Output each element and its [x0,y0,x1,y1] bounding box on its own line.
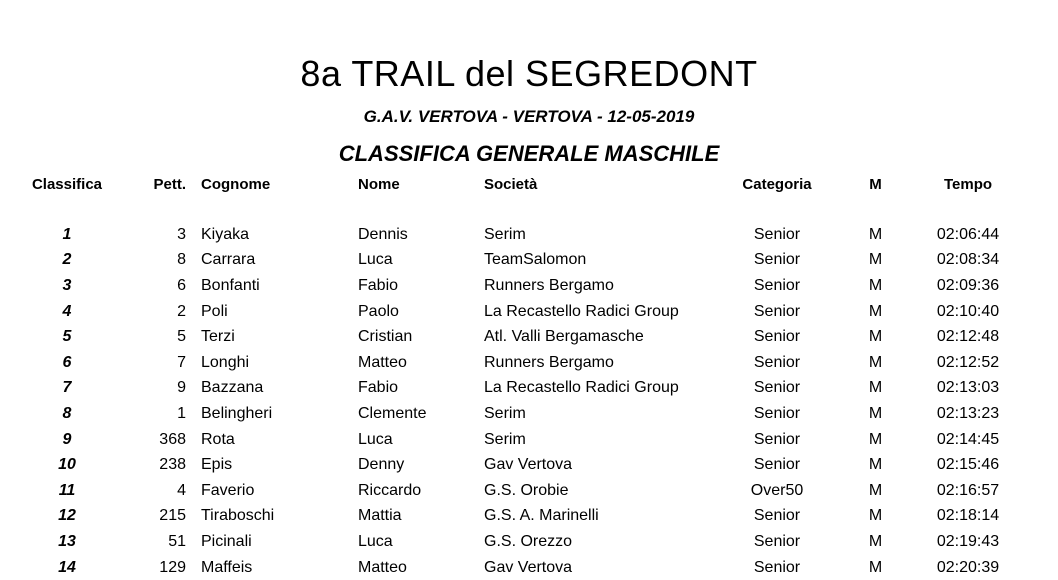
cell-nome: Cristian [358,328,413,346]
cell-tempo: 02:13:03 [936,379,1000,397]
cell-cognome: Tiraboschi [201,507,275,525]
cell-cognome: Faverio [201,481,255,499]
cell-categoria: Senior [753,404,801,422]
table-row [0,427,1033,453]
cell-societa: Serim [484,404,526,422]
cell-sesso: M [868,379,883,397]
header-societa: Società [484,175,538,193]
cell-cognome: Carrara [201,251,256,269]
cell-sesso: M [868,507,883,525]
cell-pett: 2 [177,302,186,320]
cell-categoria: Senior [753,456,801,474]
cell-pett: 368 [159,430,186,448]
cell-categoria: Senior [753,507,801,525]
cell-classifica: 9 [62,430,72,448]
cell-cognome: Bonfanti [201,276,260,294]
header-pett: Pett. [153,175,186,193]
cell-pett: 1 [177,404,186,422]
cell-societa: Runners Bergamo [484,353,614,371]
cell-sesso: M [868,430,883,448]
header-cognome: Cognome [201,175,271,193]
cell-societa: La Recastello Radici Group [484,302,679,320]
cell-sesso: M [868,456,883,474]
cell-nome: Riccardo [358,481,422,499]
cell-nome: Matteo [358,558,407,576]
header-tempo: Tempo [943,175,993,193]
cell-categoria: Senior [753,353,801,371]
table-header-row [0,170,1033,198]
header-classifica: Classifica [31,175,103,193]
cell-societa: Runners Bergamo [484,276,614,294]
cell-sesso: M [868,225,883,243]
cell-sesso: M [868,276,883,294]
cell-tempo: 02:12:52 [936,353,1000,371]
cell-classifica: 1 [62,225,72,243]
cell-societa: TeamSalomon [484,251,587,269]
cell-cognome: Poli [201,302,228,320]
cell-sesso: M [868,558,883,576]
cell-societa: La Recastello Radici Group [484,379,679,397]
cell-societa: G.S. Orezzo [484,532,573,550]
table-row [0,350,1033,376]
table-row [0,529,1033,555]
cell-sesso: M [868,353,883,371]
cell-pett: 215 [159,507,186,525]
cell-cognome: Maffeis [201,558,253,576]
cell-classifica: 4 [62,302,72,320]
cell-classifica: 13 [58,532,76,550]
cell-pett: 9 [177,379,186,397]
table-row [0,299,1033,325]
cell-tempo: 02:18:14 [936,507,1000,525]
cell-pett: 129 [159,558,186,576]
cell-categoria: Senior [753,328,801,346]
cell-nome: Matteo [358,353,407,371]
cell-societa: Atl. Valli Bergamasche [484,328,644,346]
cell-pett: 5 [177,328,186,346]
cell-sesso: M [868,251,883,269]
cell-categoria: Senior [753,558,801,576]
cell-classifica: 7 [62,379,72,397]
cell-tempo: 02:09:36 [936,276,1000,294]
cell-nome: Dennis [358,225,408,243]
cell-nome: Paolo [358,302,399,320]
table-row [0,324,1033,350]
cell-classifica: 10 [58,456,76,474]
header-nome: Nome [358,175,400,193]
cell-sesso: M [868,328,883,346]
cell-cognome: Bazzana [201,379,264,397]
results-heading: CLASSIFICA GENERALE MASCHILE [338,141,720,166]
cell-classifica: 12 [58,507,76,525]
cell-tempo: 02:16:57 [936,481,1000,499]
cell-nome: Luca [358,532,393,550]
cell-pett: 238 [159,456,186,474]
cell-classifica: 2 [62,251,72,269]
cell-societa: G.S. A. Marinelli [484,507,599,525]
cell-categoria: Senior [753,532,801,550]
results-table [0,170,1033,580]
cell-societa: Serim [484,225,526,243]
cell-pett: 8 [177,251,186,269]
cell-tempo: 02:12:48 [936,328,1000,346]
cell-pett: 4 [177,481,186,499]
cell-societa: Serim [484,430,526,448]
cell-classifica: 8 [62,404,72,422]
cell-tempo: 02:10:40 [936,302,1000,320]
document-title: 8a TRAIL del SEGREDONT [300,53,758,94]
cell-pett: 6 [177,276,186,294]
cell-tempo: 02:08:34 [936,251,1000,269]
cell-nome: Clemente [358,404,427,422]
cell-classifica: 5 [62,328,72,346]
cell-sesso: M [868,532,883,550]
cell-nome: Fabio [358,379,399,397]
cell-nome: Mattia [358,507,402,525]
cell-cognome: Rota [201,430,235,448]
table-row [0,478,1033,504]
results-body [0,222,1033,580]
cell-tempo: 02:19:43 [936,532,1000,550]
cell-cognome: Terzi [201,328,235,346]
cell-categoria: Senior [753,302,801,320]
cell-cognome: Longhi [201,353,250,371]
cell-sesso: M [868,481,883,499]
cell-tempo: 02:06:44 [936,225,1000,243]
cell-tempo: 02:14:45 [936,430,1000,448]
cell-classifica: 3 [62,276,72,294]
cell-pett: 51 [168,532,186,550]
cell-cognome: Epis [201,456,233,474]
header-sesso: M [869,175,882,193]
cell-categoria: Senior [753,430,801,448]
cell-cognome: Belingheri [201,404,273,422]
table-row [0,376,1033,402]
cell-categoria: Senior [753,225,801,243]
cell-categoria: Over50 [750,481,804,499]
cell-categoria: Senior [753,276,801,294]
table-row [0,555,1033,580]
cell-nome: Denny [358,456,405,474]
cell-tempo: 02:15:46 [936,456,1000,474]
header-categoria: Categoria [742,175,812,193]
cell-nome: Fabio [358,276,399,294]
table-row [0,504,1033,530]
cell-classifica: 6 [62,353,72,371]
document-subtitle: G.A.V. VERTOVA - VERTOVA - 12-05-2019 [363,107,695,126]
cell-tempo: 02:13:23 [936,404,1000,422]
cell-pett: 7 [177,353,186,371]
cell-nome: Luca [358,430,393,448]
table-row [0,452,1033,478]
cell-classifica: 14 [58,558,76,576]
cell-cognome: Picinali [201,532,252,550]
table-row [0,401,1033,427]
table-row [0,222,1033,248]
cell-categoria: Senior [753,379,801,397]
header-spacer [0,198,1033,222]
cell-sesso: M [868,302,883,320]
cell-sesso: M [868,404,883,422]
cell-societa: Gav Vertova [484,558,573,576]
cell-classifica: 11 [58,481,76,499]
cell-cognome: Kiyaka [201,225,250,243]
table-row [0,248,1033,274]
cell-tempo: 02:20:39 [936,558,1000,576]
cell-pett: 3 [177,225,186,243]
cell-societa: G.S. Orobie [484,481,569,499]
table-row [0,273,1033,299]
cell-societa: Gav Vertova [484,456,573,474]
cell-nome: Luca [358,251,393,269]
cell-categoria: Senior [753,251,801,269]
